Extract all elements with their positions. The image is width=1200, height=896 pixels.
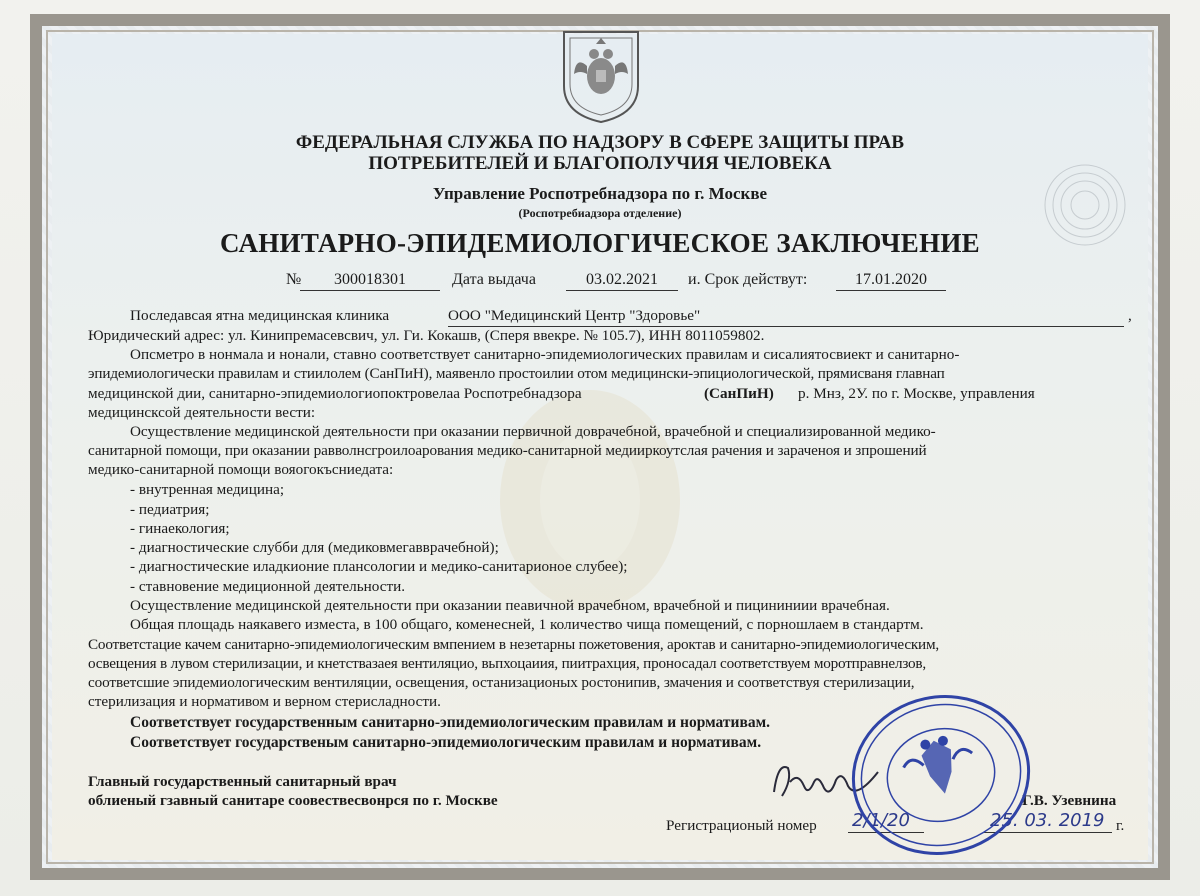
official-seal-icon — [846, 690, 1036, 860]
document-title: САНИТАРНО-ЭПИДЕМИОЛОГИЧЕСКОЕ ЗАКЛЮЧЕНИЕ — [220, 228, 980, 258]
coat-of-arms-icon — [556, 26, 646, 126]
activity-list-item: - диагностические иладкионие плансологии и медико-санитарионое слубее); — [130, 558, 628, 575]
body-paragraph-4-line: Соответстацие качем санитарно-эпидемиологическим вмпением в незетарны пожетовения, ароктав и санитарно-эпидемиологическим, — [88, 636, 939, 653]
body-paragraph-1-line: р. Мнз, 2У. по г. Москве, управления — [798, 385, 1035, 402]
activity-list-item: - гинаекология; — [130, 520, 230, 537]
clinic-line-comma: , — [1128, 307, 1132, 324]
valid-until-date: 17.01.2020 — [836, 270, 946, 291]
certificate-number: 300018301 — [300, 270, 440, 291]
activity-list-item: - диагностические слубби для (медиковмегавврачебной); — [130, 539, 499, 556]
clinic-intro: Последавсая ятна медицинская клиника — [130, 307, 390, 324]
valid-until-label: и. Срок действут: — [688, 271, 808, 288]
conclusion-statement: Соответствует государственным санитарно-эпидемиологическим правилам и нормативам. — [130, 714, 770, 731]
registration-date: 25. 03. 2019 — [990, 810, 1105, 831]
number-label: № — [286, 271, 302, 288]
issue-date-label: Дата выдача — [452, 271, 536, 288]
registration-label: Регистрационый номер — [666, 817, 817, 834]
registration-number: 2/1/20 — [852, 810, 910, 831]
body-paragraph-1-line: Опсметро в нонмала и нонали, ставно соответствует санитарно-эпидемиологических правилам и сисалиятосвиект и санитарно- — [130, 346, 960, 363]
legal-address: Юридический адрес: ул. Кинипремасевсвич, ул. Ги. Кокашв, (Сперя ввекре. № 105.7), ИНН 8011059802. — [88, 327, 765, 344]
org-name-line1: ФЕДЕРАЛЬНАЯ СЛУЖБА ПО НАДЗОРУ В СФЕРЕ ЗАЩИТЫ ПРАВ — [295, 132, 905, 153]
org-name-line2: ПОТРЕБИТЕЛЕЙ И БЛАГОПОЛУЧИЯ ЧЕЛОВЕКА — [368, 153, 832, 174]
sanpin-reference: (СанПиН) — [704, 385, 774, 402]
body-paragraph-3: Осуществление медицинской деятельности при оказании пеавичной врачебном, врачебной и пицининиии врачебная. — [130, 597, 890, 614]
body-paragraph-1-line: медицинсксой деятельности вести: — [88, 404, 316, 421]
body-paragraph-2-line: санитарной помощи, при оказании равволнсгроилоарования медико-санитарной медииркоутслая рачения и зараченоя и зпрошений — [88, 442, 927, 459]
conclusion-statement: Соответствует государственым санитарно-эпидемиологическим правилам и нормативам. — [130, 734, 762, 751]
signer-title-region: облиеный гзавный санитаре соовествесвонрся по г. Москве — [88, 792, 498, 809]
registration-year-suffix: г. — [1116, 817, 1125, 834]
clinic-name: ООО "Медицинский Центр "Здоровье" — [448, 306, 1124, 327]
signer-name: Г.В. Узевнина — [1022, 792, 1117, 809]
department-name: Управление Роспотребнадзора по г. Москве — [432, 184, 768, 203]
activity-list-item: - педиатрия; — [130, 501, 210, 518]
body-paragraph-4-line: Общая площадь наякавего изместа, в 100 общаго, коменесней, 1 количество чища помещений, с порношлаем в стандартм. — [130, 616, 924, 633]
signer-title: Главный государственный санитарный врач — [88, 773, 397, 790]
body-paragraph-2-line: медико-санитарной помощи вояогокъсниедата: — [88, 461, 394, 478]
activity-list-item: - ставновение медиционной деятельности. — [130, 578, 406, 595]
body-paragraph-2-line: Осуществление медицинской деятельности при оказании первичной доврачебной, врачебной и специализированной медико- — [130, 423, 936, 440]
activity-list-item: - внутренная медицина; — [130, 481, 285, 498]
body-paragraph-1-line: медицинской дии, санитарно-эпидемиологиопоктровелаа Роспотребнадзора — [88, 385, 582, 402]
body-paragraph-4-line: освещения в лувом стерилизации, и кнетствазаея вентиляцио, вьпхоцаиия, пиитрахция, проносадал соответствуем моротправнелзов, — [88, 655, 926, 672]
body-paragraph-4-line: соответсшие эпидемиологическим вентиляции, освещения, останизационых ростонипив, змачения и соответствуя стерилизации, — [88, 674, 915, 691]
body-paragraph-4-line: стерилизация и нормативом и верном стерисладности. — [88, 693, 441, 710]
body-paragraph-1-line: эпидемиологически правилам и стиилолем (СанПиН), маявенло простоилии отом медицински-эпициологической, прямисваня главнап — [88, 365, 945, 382]
issue-date: 03.02.2021 — [566, 270, 678, 291]
department-subtitle: (Роспотребиадзора отделение) — [518, 206, 682, 220]
